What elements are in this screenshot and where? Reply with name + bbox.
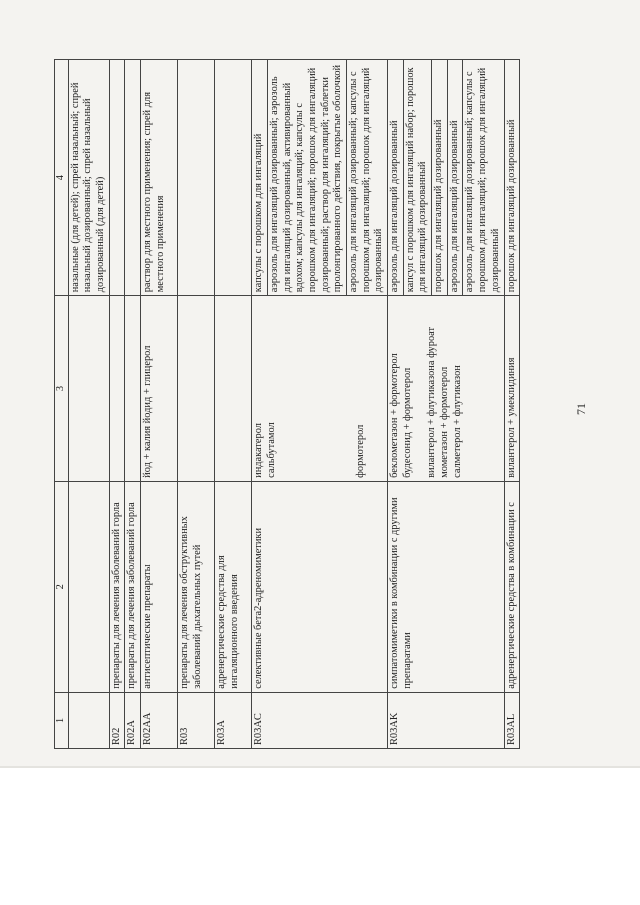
substance-name [215,296,252,482]
substance-name: формотерол [354,424,366,478]
atc-code: R03AC [252,692,388,748]
substance-name: беклометазон + формотерол [389,353,400,478]
page-number: 71 [574,403,588,415]
table-row [141,60,178,749]
substance-name: салметерол + флутиказон [451,365,463,478]
atc-code: R03AK [388,692,505,748]
dosage-forms [125,60,141,296]
group-name: препараты для лечения заболеваний горла [109,481,125,692]
table-row [504,60,520,749]
table-row [178,60,215,749]
atc-code: R02AA [141,692,178,748]
substance-name [125,296,141,482]
substance-name: вилантерол + флутиказона фуроат [426,326,438,478]
table-row [68,60,109,749]
dosage-forms: аэрозоль для ингаляций дозированный [389,120,400,293]
substance-list [252,296,388,482]
header-col-3: 3 [55,296,69,482]
forms-list [252,60,388,296]
substance-name: вилантерол + умеклидиния [504,296,520,482]
substance-list [388,296,505,482]
atc-code: R03AL [504,692,520,748]
forms-list [388,60,505,296]
dosage-forms: порошок для ингаляций дозированный [431,60,446,295]
dosage-forms [109,60,125,296]
group-name: препараты для лечения обструктивных заболеваний дыхательных путей [178,481,215,692]
dosage-forms: назальные (для детей); спрей назальный; спрей назальный дозированный; спрей назальный дозированный (для детей) [68,60,109,296]
group-name: препараты для лечения заболеваний горла [125,481,141,692]
substance-name [109,296,125,482]
substance-name: индакатерол [253,423,265,478]
dosage-forms: аэрозоль для ингаляций дозированный [447,60,462,295]
header-col-1: 1 [55,692,69,748]
group-name: селективные бета2-адреномиметики [252,481,388,692]
header-col-4: 4 [55,60,69,296]
dosage-forms: раствор для местного применения; спрей для местного применения [141,60,178,296]
group-name: антисептические препараты [141,481,178,692]
group-name: адренергические средства в комбинации с [504,481,520,692]
substance-name: мометазон + формотерол [439,366,451,478]
dosage-forms: капсул с порошком для ингаляций набор; порошок для ингаляций дозированный [403,60,430,295]
dosage-forms: капсулы с порошком для ингаляций [253,133,265,293]
rotated-document [54,59,616,749]
table-row [109,60,125,749]
dosage-forms: аэрозоль для ингаляций дозированный; аэрозоль для ингаляций дозированный, активированный вдохом; капсулы для ингаляций; капсулы с порошком для ингаляций; порошок для ингаляций дозированный; раствор для ингаляций; таблетки пролонгированного действия, покрытые оболочкой [267,60,345,295]
substance-name [178,296,215,482]
table-row [388,60,505,749]
substance-name: йод + калия йодид + глицерол [141,296,178,482]
table-row [215,60,252,749]
header-col-2: 2 [55,481,69,692]
atc-code: R03 [178,692,215,748]
atc-code: R03A [215,692,252,748]
medication-table [54,59,520,749]
group-name: адренергические средства для ингаляционного введения [215,481,252,692]
dosage-forms: порошок для ингаляций дозированный [504,60,520,296]
atc-code: R02A [125,692,141,748]
dosage-forms: аэрозоль для ингаляций дозированный; капсулы с порошком для ингаляций; порошок для ингаляций дозированный [462,60,502,295]
group-name: симпатомиметики в комбинации с другими препаратами [388,481,505,692]
substance-name: сальбутамол [265,422,277,478]
table-row [125,60,141,749]
header-row [55,60,69,749]
substance-name [68,296,109,482]
atc-code: R02 [109,692,125,748]
dosage-forms [215,60,252,296]
group-name [68,481,109,692]
atc-code [68,692,109,748]
substance-name: будесонид + формотерол [401,367,413,478]
dosage-forms: аэрозоль для ингаляций дозированный; капсулы с порошком для ингаляций; порошок для ингаляций дозированный [346,60,386,295]
table-row [252,60,388,749]
dosage-forms [178,60,215,296]
